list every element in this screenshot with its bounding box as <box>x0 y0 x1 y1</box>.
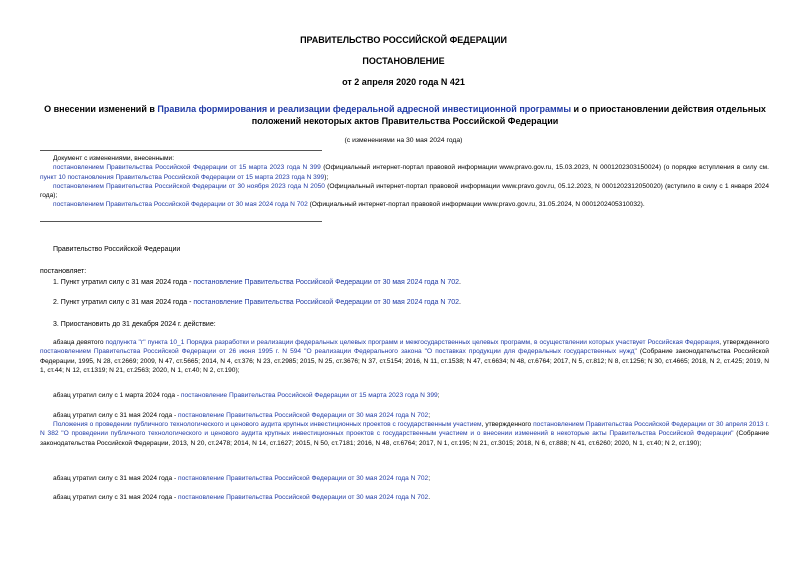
change-item <box>40 163 769 182</box>
a5-link-702[interactable]: постановление Правительства Российской Федерации от 30 мая 2024 года N 702 <box>178 475 429 482</box>
point-1-end: . <box>459 279 461 286</box>
point-1-link[interactable]: постановление Правительства Российской Федерации от 30 мая 2024 года N 702 <box>193 279 460 286</box>
a3-end: ; <box>428 412 431 419</box>
point-1 <box>53 278 461 287</box>
paragraph-a1 <box>40 338 769 375</box>
a5-end: ; <box>428 475 431 482</box>
document-title <box>42 104 768 127</box>
a1-link-594[interactable]: постановлением Правительства Российской Федерации от 26 июня 1995 г. N 594 "О реализации Федерального закона "О поставках продукции для федеральных государственных нужд" <box>40 348 637 356</box>
a4-rest: (Собрание законодательства Российской Федерации, 2013, N 20, ст.2478; 2014, N 14, ст.1627; 2015, N 50, ст.7181; 2016, N 48, ст.6764; 2017, N 1, ст.195; N 21, ст.3015; 2018, N 6, ст.888; N 41, ст.6260; 2020, N 1, ст.40; N 2, ст.190); <box>40 430 770 447</box>
change-item <box>40 200 769 209</box>
a3-text: абзац утратил силу с 31 мая 2024 года - <box>53 412 178 419</box>
decree-word: постановляет: <box>40 268 87 275</box>
change-tail: ); <box>324 173 329 181</box>
paragraph-a6 <box>53 493 430 502</box>
change-details: (Официальный интернет-портал правовой информации www.pravo.gov.ru, 31.05.2024, N 0001202405310032). <box>307 201 645 209</box>
change-details: (Официальный интернет-портал правовой информации www.pravo.gov.ru, 15.03.2023, N 0001202303150024) (о порядке вступления в силу см. <box>320 164 769 172</box>
paragraph-a4 <box>40 420 769 448</box>
government-line: Правительство Российской Федерации <box>53 246 181 253</box>
point-2 <box>53 298 461 307</box>
title-link-rules[interactable]: Правила формирования и реализации федеральной адресной инвестиционной программы <box>157 104 571 114</box>
point-1-text: 1. Пункт утратил силу с 31 мая 2024 года - <box>53 279 194 286</box>
changes-bottom-divider <box>40 221 322 222</box>
changes-intro: Документ с изменениями, внесенными: <box>53 155 175 162</box>
document-date-number: от 2 апреля 2020 года N 421 <box>342 77 465 87</box>
point-2-text: 2. Пункт утратил силу с 31 мая 2024 года - <box>53 299 194 306</box>
a4-link-382[interactable]: постановлением Правительства Российской Федерации от 30 апреля 2013 г. N 382 "О проведении публичного технологического и ценового аудита крупных инвестиционных проектов с государственным участием и о внесении изменений в некоторые акты Правительства Российской Федерации" <box>40 421 770 438</box>
changes-block <box>40 154 769 210</box>
changes-top-divider <box>40 150 322 151</box>
a4-link-regulation[interactable]: Положения о проведении публичного технологического и ценового аудита крупных инвестиционных проектов с государственным участием <box>53 421 482 428</box>
change-link-399-p10[interactable]: пункт 10 постановления Правительства Российской Федерации от 15 марта 2023 года N 399 <box>40 173 325 181</box>
change-link-2050[interactable]: постановлением Правительства Российской Федерации от 30 ноября 2023 года N 2050 <box>53 182 325 190</box>
a6-end: . <box>428 494 431 501</box>
document-type: ПОСТАНОВЛЕНИЕ <box>362 56 445 66</box>
a1-prefix: абзаца девятого <box>53 339 106 346</box>
a2-text: абзац утратил силу с 1 марта 2024 года - <box>53 392 181 399</box>
title-prefix: О внесении изменений в <box>44 104 158 114</box>
a3-link-702[interactable]: постановление Правительства Российской Федерации от 30 мая 2024 года N 702 <box>178 412 429 419</box>
a2-end: ; <box>437 392 440 399</box>
revision-note: (с изменениями на 30 мая 2024 года) <box>344 137 463 144</box>
government-header: ПРАВИТЕЛЬСТВО РОССИЙСКОЙ ФЕДЕРАЦИИ <box>300 35 507 45</box>
a2-link-399[interactable]: постановление Правительства Российской Федерации от 15 марта 2023 года N 399 <box>180 392 438 399</box>
a5-text: абзац утратил силу с 31 мая 2024 года - <box>53 475 178 482</box>
paragraph-a5 <box>53 474 430 483</box>
change-link-399[interactable]: постановлением Правительства Российской Федерации от 15 марта 2023 года N 399 <box>53 164 321 172</box>
paragraph-a3 <box>53 411 430 420</box>
point-3: 3. Приостановить до 31 декабря 2024 г. действие: <box>53 321 216 328</box>
point-2-end: . <box>459 299 461 306</box>
change-details: (Официальный интернет-портал правовой информации www.pravo.gov.ru, 05.12.2023, N 0001202312050020) (вступило в силу с 1 января 2024 года); <box>40 182 769 200</box>
point-2-link[interactable]: постановление Правительства Российской Федерации от 30 мая 2024 года N 702 <box>193 299 460 306</box>
change-item <box>40 182 769 201</box>
a1-link-order[interactable]: подпункта "г" пункта 10_1 Порядка разработки и реализации федеральных целевых программ и межгосударственных целевых программ, в осуществлении которых участвует Российская Федерация <box>105 339 720 346</box>
a4-middle: , утвержденного <box>481 421 534 428</box>
paragraph-a2 <box>53 391 440 400</box>
change-link-702[interactable]: постановлением Правительства Российской Федерации от 30 мая 2024 года N 702 <box>53 201 308 209</box>
a1-middle: , утвержденного <box>719 339 770 346</box>
a1-rest: (Собрание законодательства Российской Федерации, 1995, N 28, ст.2669; 2009, N 47, ст.5665; 2014, N 4, ст.376; N 23, ст.2985; 2015, N 25, ст.3676; N 37, ст.5154; 2016, N 11, ст.1538; N 47, ст.6634; N 48, ст.6764; 2017, N 5, ст.812; N 8, ст.1256; N 30, ст.4665; 2018, N 2, ст.425; 2019, N 1, ст.44; N 12, ст.1319; N 21, ст.2563; 2020, N 1, ст.40; N 2, ст.190); <box>40 348 769 374</box>
title-suffix: и о приостановлении действия отдельных положений некоторых актов Правительства Российской Федерации <box>251 104 766 126</box>
a6-link-702[interactable]: постановление Правительства Российской Федерации от 30 мая 2024 года N 702 <box>178 494 429 501</box>
a6-text: абзац утратил силу с 31 мая 2024 года - <box>53 494 178 501</box>
